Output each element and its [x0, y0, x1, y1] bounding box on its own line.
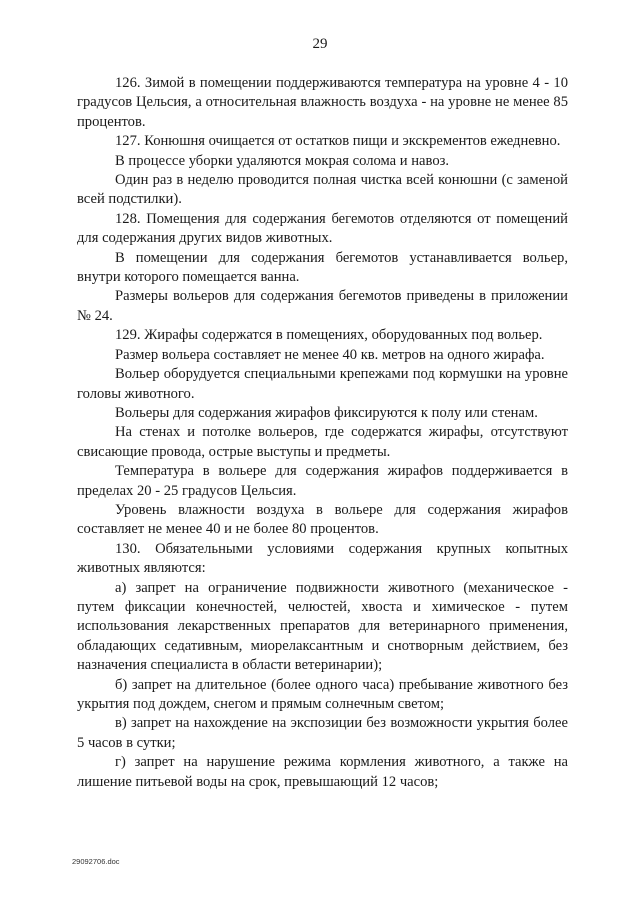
- paragraph-127: 127. Конюшня очищается от остатков пищи и экскрементов ежедневно.: [115, 133, 561, 150]
- paragraph-130: 130. Обязательными условиями содержания крупных копытных животных являются:: [77, 540, 568, 577]
- paragraph: Размеры вольеров для содержания бегемотов приведены в приложении № 24.: [77, 288, 568, 324]
- paragraph: Один раз в неделю проводится полная чистка всей конюшни (с заменой всей подстилки).: [77, 172, 568, 208]
- paragraph: Уровень влажности воздуха в вольере для содержания жирафов составляет не менее 40 и не более 80 процентов.: [77, 501, 568, 538]
- list-item-a: а) запрет на ограничение подвижности животного (механическое - путем фиксации конечностей, челюстей, хвоста и химическое - путем использования лекарственных препаратов для ветеринарного применения, обладающих седативным, миорелаксантным и снотворным действием, без назначения специалиста в области ветеринарии);: [77, 579, 568, 674]
- list-item-c: в) запрет на нахождение на экспозиции без возможности укрытия более 5 часов в сутки;: [77, 715, 568, 751]
- paragraph: Вольер оборудуется специальными крепежами под кормушки на уровне головы животного.: [77, 366, 568, 402]
- paragraph: Вольеры для содержания жирафов фиксируются к полу или стенам.: [115, 404, 538, 421]
- page-number: 29: [312, 36, 328, 52]
- paragraph-128: 128. Помещения для содержания бегемотов отделяются от помещений для содержания других видов животных.: [77, 210, 568, 247]
- document-body: [77, 74, 568, 792]
- paragraph: Размер вольера составляет не менее 40 кв. метров на одного жирафа.: [115, 346, 545, 363]
- paragraph: На стенах и потолке вольеров, где содержатся жирафы, отсутствуют свисающие провода, острые выступы и предметы.: [77, 424, 568, 460]
- paragraph: В помещении для содержания бегемотов устанавливается вольер, внутри которого помещается ванна.: [77, 249, 568, 286]
- paragraph-126: 126. Зимой в помещении поддерживаются температура на уровне 4 - 10 градусов Цельсия, а относительная влажность воздуха - на уровне не менее 85 процентов.: [77, 75, 568, 130]
- paragraph: В процессе уборки удаляются мокрая солома и навоз.: [115, 152, 450, 169]
- list-item-b: б) запрет на длительное (более одного часа) пребывание животного без укрытия под дождем, снегом и прямым солнечным светом;: [77, 676, 568, 712]
- paragraph: Температура в вольере для содержания жирафов поддерживается в пределах 20 - 25 градусов Цельсия.: [77, 463, 568, 499]
- list-item-d: г) запрет на нарушение режима кормления животного, а также на лишение питьевой воды на срок, превышающий 12 часов;: [77, 754, 568, 790]
- paragraph-129: 129. Жирафы содержатся в помещениях, оборудованных под вольер.: [115, 327, 543, 344]
- file-name-footer: 29092706.doc: [72, 857, 120, 866]
